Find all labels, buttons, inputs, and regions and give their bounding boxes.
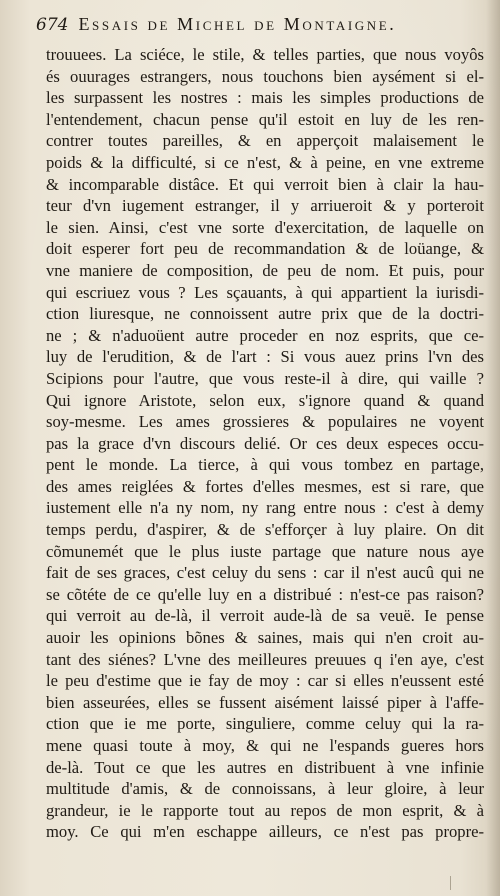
text-line: temps perdu, d'aspirer, & de s'efforçer à luy plaire. On dit bbox=[46, 520, 484, 540]
text-line: l'entendement, chacun pense qu'il estoit en luy de les ren- bbox=[46, 109, 484, 129]
text-line: le peu d'estime que ie fay de moy : car si elles n'eussent esté bbox=[46, 671, 484, 691]
text-line: luy de l'erudition, & de l'art : Si vous auez prins l'vn des bbox=[46, 347, 484, 367]
text-line: ction que ie me porte, singuliere, comme celuy qui la ra- bbox=[46, 714, 484, 734]
text-line: trouuees. La sciéce, le stile, & telles parties, que nous voyôs bbox=[46, 45, 484, 64]
text-line: qui escriuez vous ? Les sçauants, à qui appartient la iurisdi- bbox=[46, 282, 484, 302]
page-number: 674 bbox=[36, 15, 69, 35]
text-line: tant des siénes? L'vne des meilleures preuues q i'en aye, c'est bbox=[46, 649, 484, 669]
text-line: de-là. Tout ce que les autres en distribuent à vne infinie bbox=[46, 757, 484, 777]
text-line: qui verroit au de-là, il verroit aude-là de sa veuë. Ie pense bbox=[46, 606, 484, 626]
text-line: ction liuresque, ne connoissent autre prix que de la doctri- bbox=[46, 304, 484, 324]
text-line: auoir les opinions bõnes & saines, mais qui n'en croit au- bbox=[46, 628, 484, 648]
text-line: ne ; & n'aduoüent autre proceder en noz esprits, que ce- bbox=[46, 325, 484, 345]
page-header bbox=[36, 14, 476, 35]
text-line: Qui ignore Aristote, selon eux, s'ignore quand & quand bbox=[46, 390, 484, 410]
text-line: iustement elle n'a ny nom, ny rang entre nous : c'est à demy bbox=[46, 498, 484, 518]
text-line: des ames reiglées & fortes d'elles mesmes, est si rare, que bbox=[46, 476, 484, 496]
text-line: doit esperer fort peu de recommandation & de loüange, & bbox=[46, 239, 484, 259]
text-line: pas la grace d'vn discours delié. Or ces deux especes occu- bbox=[46, 433, 484, 453]
text-line: grandeur, ie le rapporte tout au repos de mon esprit, & à bbox=[46, 800, 484, 820]
text-line: és ouurages estrangers, nous touchons bien aysément si el- bbox=[46, 66, 484, 86]
margin-mark bbox=[450, 876, 451, 890]
text-line: pent le monde. La tierce, à qui vous tombez en partage, bbox=[46, 455, 484, 475]
text-line: contrer toutes pareilles, & en apperçoit malaisement le bbox=[46, 131, 484, 151]
text-line: se cõtéte de ce qu'elle luy en a distribué : n'est-ce pas raison? bbox=[46, 584, 484, 604]
text-line: multitude d'amis, & de connoissans, à leur gloire, à leur bbox=[46, 779, 484, 799]
text-line: moy. Ce qui m'en eschappe ailleurs, ce n'est pas propre- bbox=[46, 822, 484, 842]
text-line: fait de ses graces, c'est celuy du sens : car il n'est aucû qui ne bbox=[46, 563, 484, 583]
text-line: soy-mesme. Les ames grossieres & populaires ne voyent bbox=[46, 412, 484, 432]
text-line: vne maniere de composition, de peu de nom. Et puis, pour bbox=[46, 260, 484, 280]
body-text bbox=[46, 44, 484, 843]
text-line: cõmunemét que le plus iuste partage que nature nous aye bbox=[46, 541, 484, 561]
text-line: teur d'vn iugement estranger, il y arriueroit & y porteroit bbox=[46, 196, 484, 216]
gutter-shadow bbox=[486, 0, 500, 896]
text-line: & incomparable distâce. Et qui verroit bien à clair la hau- bbox=[46, 174, 484, 194]
text-line: bien asseurées, elles se fussent aisément laissé piper à l'affe- bbox=[46, 692, 484, 712]
text-line: les surpassent les nostres : mais les simples productions de bbox=[46, 88, 484, 108]
text-line: le sien. Ainsi, c'est vne sorte d'exercitation, de laquelle on bbox=[46, 217, 484, 237]
text-line: mene quasi toute à moy, & qui ne l'espands gueres hors bbox=[46, 736, 484, 755]
text-line: Scipions pour l'autre, que vous reste-il à dire, qui vaille ? bbox=[46, 368, 484, 388]
text-line: poids & la difficulté, si ce n'est, & à peine, en vne extreme bbox=[46, 152, 484, 172]
running-title: Essais de Michel de Montaigne. bbox=[78, 14, 397, 34]
